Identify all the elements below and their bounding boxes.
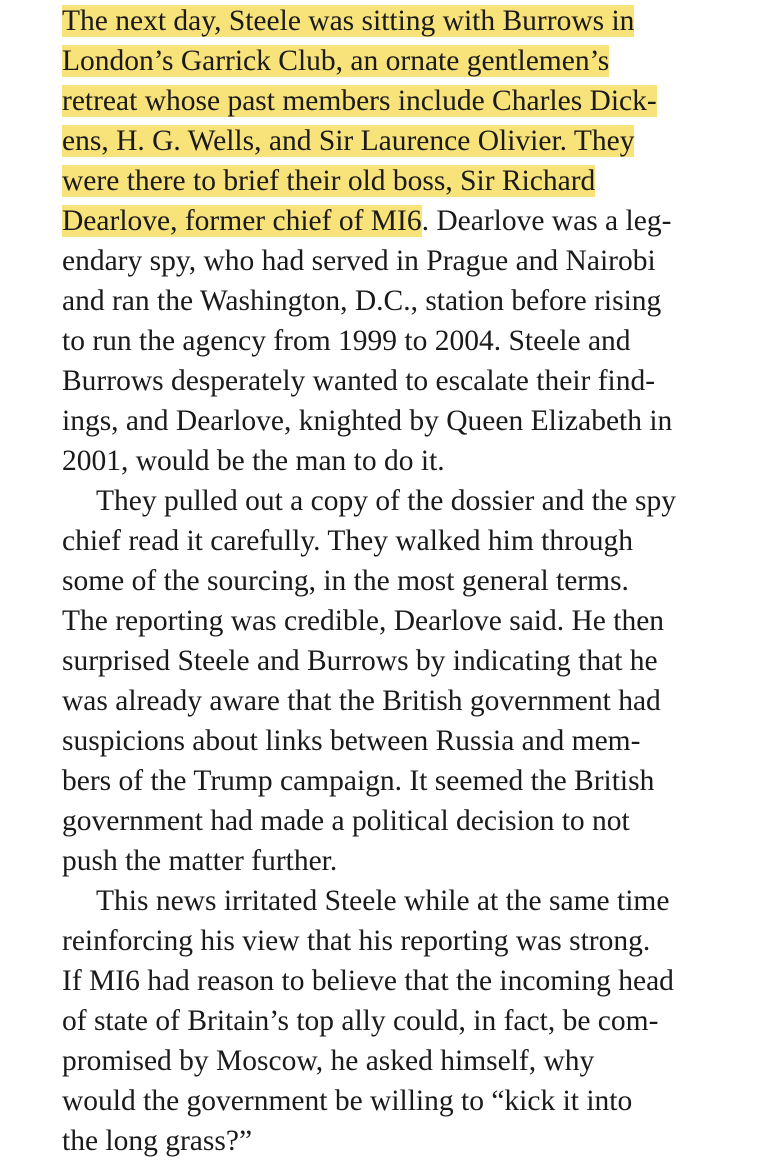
text-line	[96, 481, 676, 521]
text-line	[62, 921, 650, 961]
plain-text: and ran the Washington, D.C., station before rising	[62, 285, 662, 317]
text-line	[62, 1, 634, 41]
text-line	[62, 681, 661, 721]
text-line	[62, 1041, 594, 1081]
plain-text: They pulled out a copy of the dossier and the spy	[96, 485, 677, 517]
plain-text: This news irritated Steele while at the same time	[96, 885, 670, 917]
plain-text: of state of Britain’s top ally could, in fact, be com-	[62, 1005, 659, 1037]
text-line	[62, 721, 640, 761]
text-line	[62, 281, 661, 321]
highlighted-text[interactable]: retreat whose past members include Charles Dick-	[62, 85, 657, 117]
highlighted-text[interactable]: The next day, Steele was sitting with Burrows in	[62, 5, 635, 37]
highlighted-text[interactable]: ens, H. G. Wells, and Sir Laurence Olivier. They	[62, 125, 635, 157]
plain-text: would the government be willing to “kick it into	[62, 1085, 633, 1117]
plain-text: push the matter further.	[62, 845, 338, 877]
plain-text: suspicions about links between Russia and mem-	[62, 725, 641, 757]
text-line	[62, 961, 674, 1001]
text-line	[62, 641, 658, 681]
highlighted-text[interactable]: Dearlove, former chief of MI6	[62, 205, 422, 237]
text-line	[62, 201, 671, 241]
text-line	[62, 801, 630, 841]
text-line	[62, 761, 654, 801]
text-line	[62, 601, 664, 641]
text-line	[62, 241, 656, 281]
highlighted-text[interactable]: were there to brief their old boss, Sir Richard	[62, 165, 596, 197]
plain-text: was already aware that the British government had	[62, 685, 661, 717]
text-line	[62, 521, 633, 561]
text-line	[62, 161, 595, 201]
plain-text: the long grass?”	[62, 1125, 253, 1157]
text-line	[62, 1121, 252, 1161]
plain-text: ings, and Dearlove, knighted by Queen Elizabeth in	[62, 405, 673, 437]
plain-text: 2001, would be the man to do it.	[62, 445, 445, 477]
plain-text: endary spy, who had served in Prague and Nairobi	[62, 245, 656, 277]
plain-text: . Dearlove was a leg-	[421, 205, 672, 237]
text-line	[96, 881, 669, 921]
plain-text: reinforcing his view that his reporting was strong.	[62, 925, 651, 957]
text-line	[62, 361, 655, 401]
plain-text: promised by Moscow, he asked himself, why	[62, 1045, 595, 1077]
text-line	[62, 121, 634, 161]
plain-text: If MI6 had reason to believe that the incoming head	[62, 965, 674, 997]
text-line	[62, 401, 672, 441]
text-line	[62, 81, 657, 121]
plain-text: surprised Steele and Burrows by indicating that he	[62, 645, 658, 677]
plain-text: chief read it carefully. They walked him through	[62, 525, 633, 557]
plain-text: The reporting was credible, Dearlove said. He then	[62, 605, 665, 637]
text-line	[62, 41, 609, 81]
text-line	[62, 561, 629, 601]
plain-text: some of the sourcing, in the most general terms.	[62, 565, 629, 597]
plain-text: bers of the Trump campaign. It seemed the British	[62, 765, 655, 797]
plain-text: government had made a political decision to not	[62, 805, 630, 837]
plain-text: to run the agency from 1999 to 2004. Steele and	[62, 325, 631, 357]
plain-text: Burrows desperately wanted to escalate their find-	[62, 365, 656, 397]
text-line	[62, 1081, 632, 1121]
text-line	[62, 441, 445, 481]
text-line	[62, 1001, 658, 1041]
text-line	[62, 841, 337, 881]
highlighted-text[interactable]: London’s Garrick Club, an ornate gentlemen’s	[62, 45, 610, 77]
text-line	[62, 321, 631, 361]
